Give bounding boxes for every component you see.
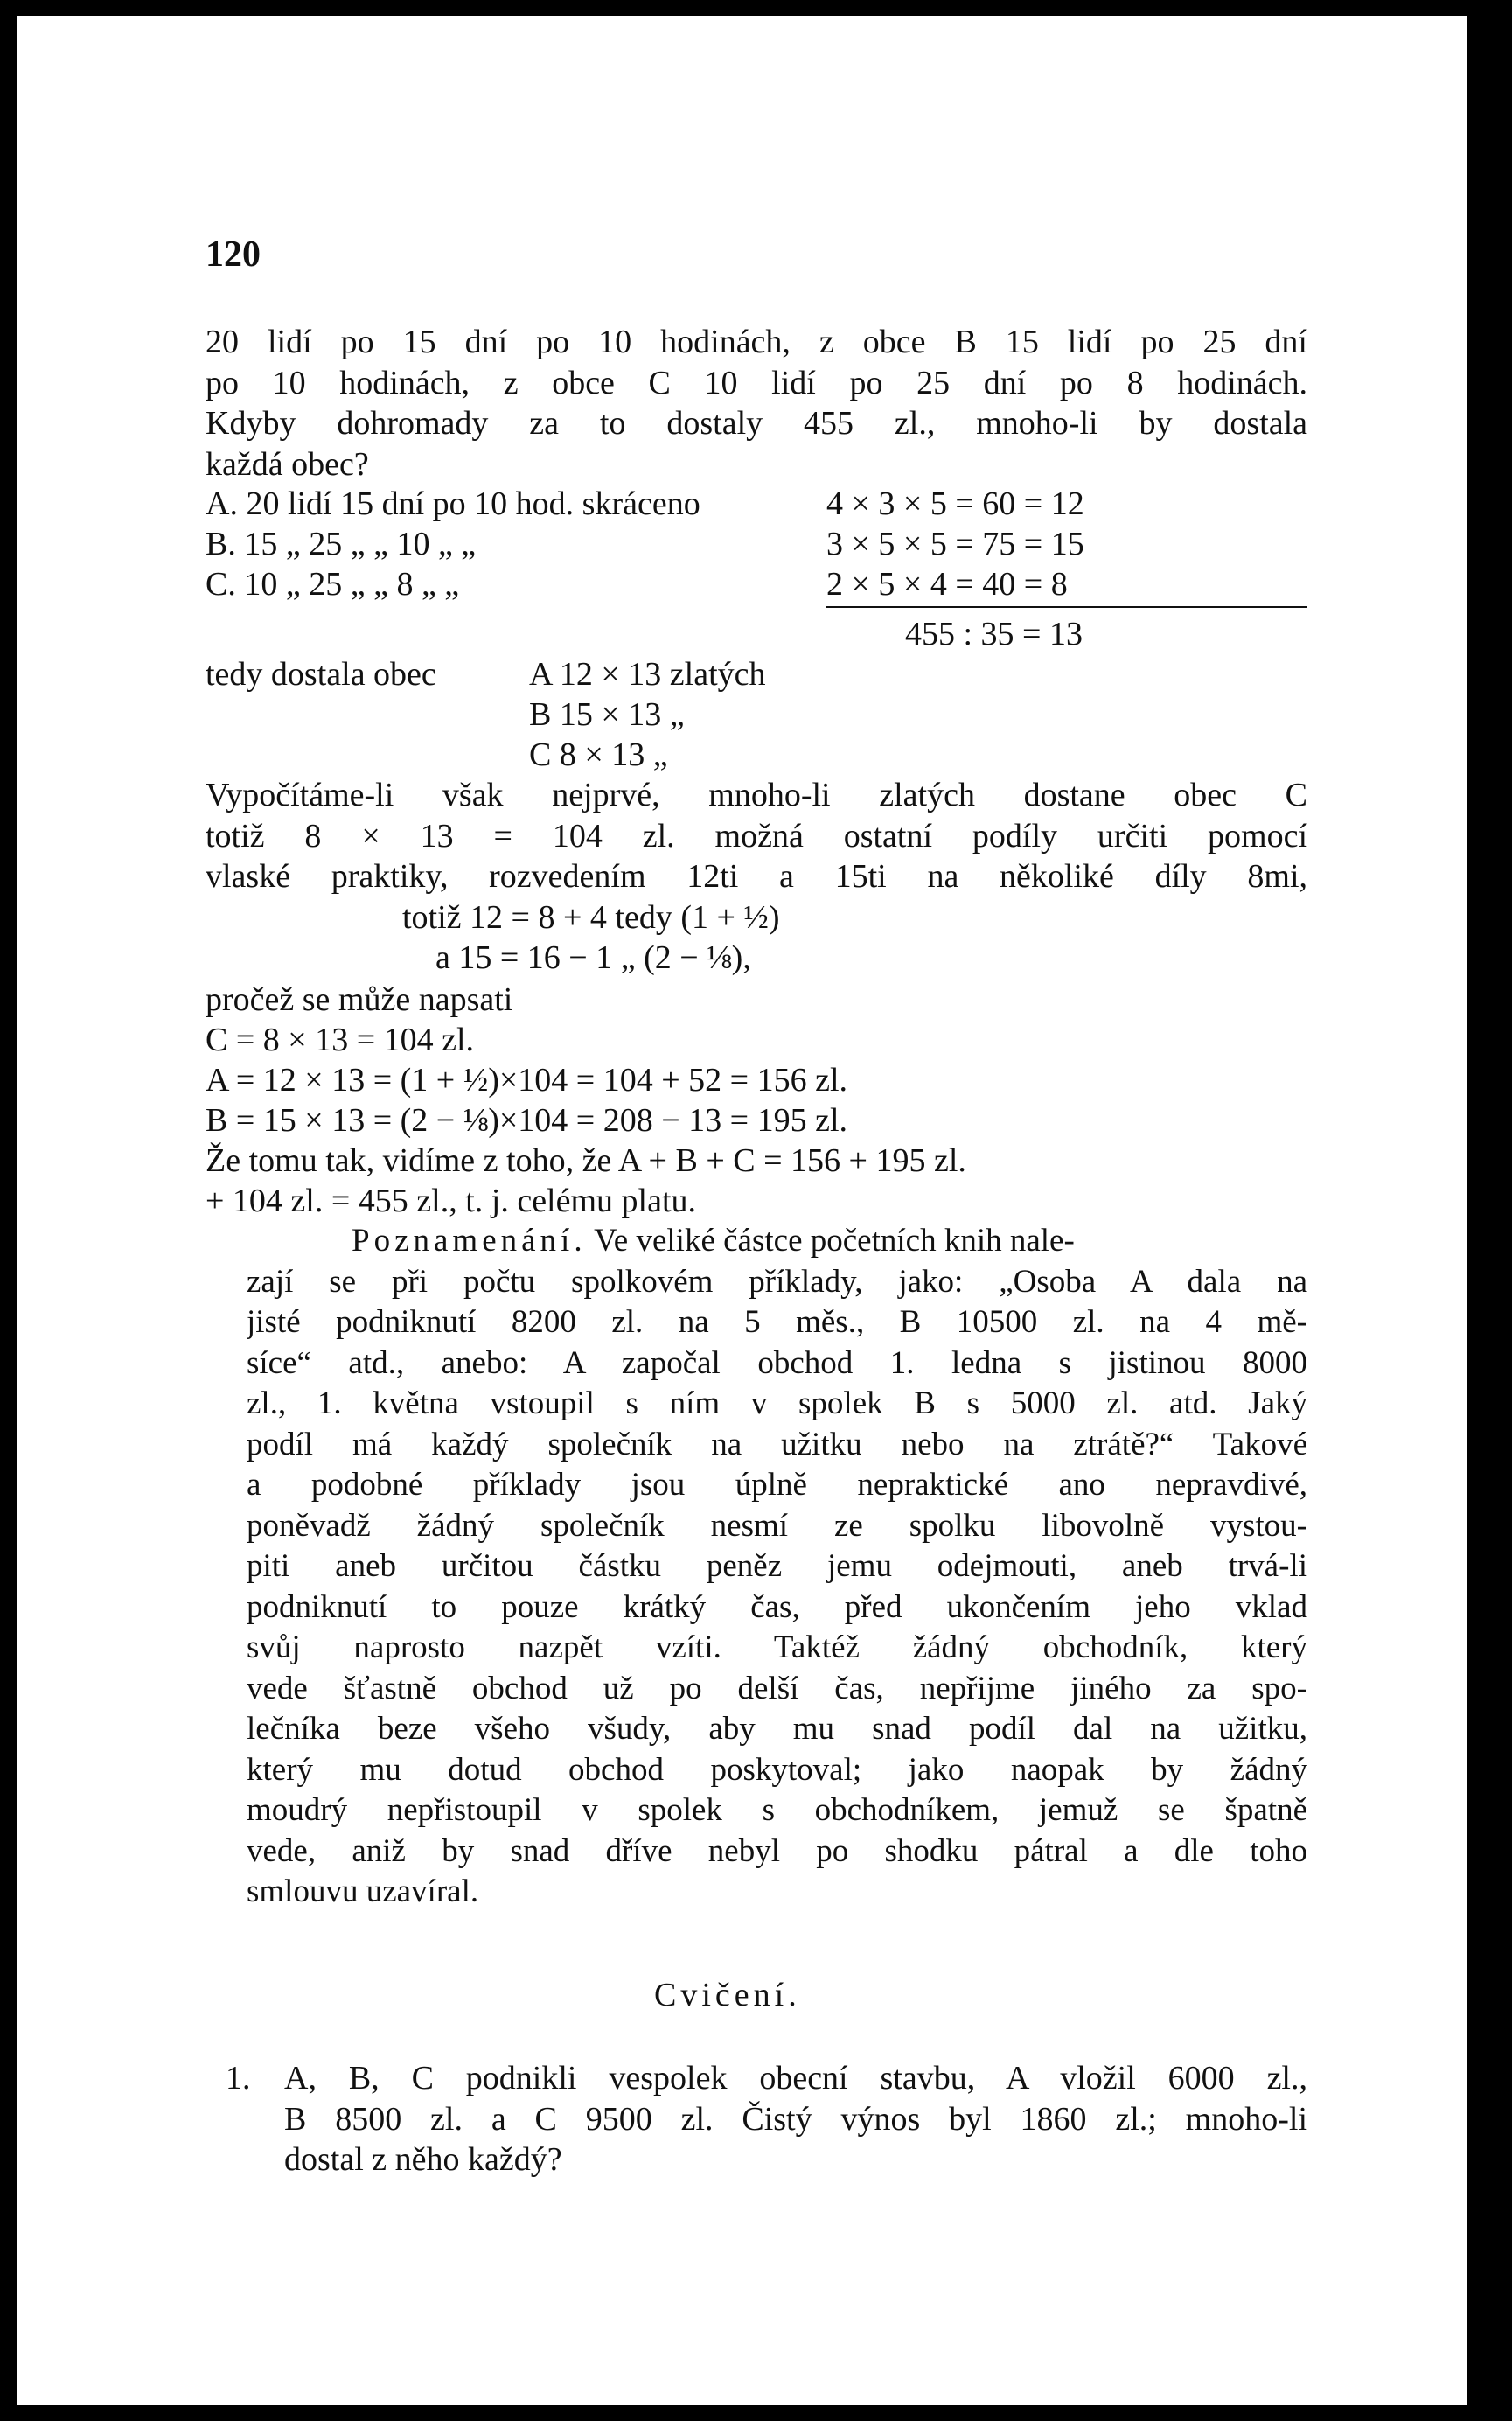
- calc-row-expr: 3 × 5 × 5 = 75 = 15: [826, 526, 1084, 562]
- exercise-number: 1.: [226, 2060, 251, 2097]
- text-line: zl., 1. května vstoupil s ním v spolek B s 5000 zl. atd. Jaký: [247, 1385, 1307, 1421]
- exercise-heading: Cvičení.: [654, 1977, 801, 2013]
- text-line: vede, aniž by snad dříve nebyl po shodku pátral a dle toho: [247, 1832, 1307, 1869]
- text-line: moudrý nepřistoupil v spolek s obchodníkem, jemuž se špatně: [247, 1792, 1307, 1828]
- page-number: 120: [206, 234, 261, 275]
- text-line: vlaské praktiky, rozvedením 12ti a 15ti na několiké díly 8mi,: [206, 858, 1307, 895]
- calc-row-label: A. 20 lidí 15 dní po 10 hod. skráceno: [206, 485, 700, 522]
- result-line: Že tomu tak, vidíme z toho, že A + B + C = 156 + 195 zl.: [206, 1142, 966, 1179]
- text-line: síce“ atd., anebo: A započal obchod 1. ledna s jistinou 8000: [247, 1344, 1307, 1381]
- text-line: Kdyby dohromady za to dostaly 455 zl., mnoho-li by dostala: [206, 405, 1307, 442]
- text-line: B 8500 zl. a C 9500 zl. Čistý výnos byl 1860 zl.; mnoho-li: [284, 2100, 1307, 2138]
- text-line: piti aneb určitou částku peněz jemu odejmouti, aneb trvá-li: [247, 1548, 1307, 1584]
- text-line: totiž 8 × 13 = 104 zl. možná ostatní podíly určiti pomocí: [206, 817, 1307, 855]
- share-row: C 8 × 13 „: [529, 736, 668, 773]
- remark-paragraph: [247, 1221, 1307, 1913]
- result-line: + 104 zl. = 455 zl., t. j. celému platu.: [206, 1183, 697, 1219]
- intro-paragraph: [206, 322, 1307, 485]
- remark-first-line: Ve veliké částce početních knih nale-: [594, 1223, 1075, 1259]
- text-line: po 10 hodinách, z obce C 10 lidí po 25 dní po 8 hodinách.: [206, 364, 1307, 401]
- exercise-text: [284, 2058, 1307, 2180]
- text-line: Vypočítáme-li však nejprvé, mnoho-li zlatých dostane obec C: [206, 777, 1307, 813]
- text-line: a podobné příklady jsou úplně nepraktické ano nepravdivé,: [247, 1467, 1307, 1503]
- text-line: každá obec?: [206, 445, 369, 483]
- text-line: smlouvu uzavíral.: [247, 1873, 479, 1909]
- share-row: A 12 × 13 zlatých: [529, 656, 766, 693]
- calc-row-label: C. 10 „ 25 „ „ 8 „ „: [206, 566, 460, 603]
- middle-paragraph: [206, 775, 1307, 897]
- text-line: který mu dotud obchod poskytoval; jako naopak by žádný: [247, 1751, 1307, 1788]
- text-line: podíl má každý společník na užitku nebo na ztrátě?“ Takové: [247, 1426, 1307, 1462]
- split-line: a 15 = 16 − 1 „ (2 − ⅛),: [435, 939, 751, 976]
- text-line: poněvadž žádný společník nesmí ze spolku libovolně vystou-: [247, 1507, 1307, 1544]
- remark-heading: Poznamenání.: [352, 1223, 587, 1259]
- result-line: B = 15 × 13 = (2 − ⅛)×104 = 208 − 13 = 195 zl.: [206, 1102, 848, 1139]
- result-line: A = 12 × 13 = (1 + ½)×104 = 104 + 52 = 156 zl.: [206, 1062, 848, 1099]
- sum-rule: [826, 606, 1307, 608]
- text-line: lečníka beze všeho všudy, aby mu snad podíl dal na užitku,: [247, 1711, 1307, 1747]
- calc-row-label: B. 15 „ 25 „ „ 10 „ „: [206, 526, 477, 562]
- text-line: podniknutí to pouze krátký čas, před ukončením jeho vklad: [247, 1588, 1307, 1625]
- calc-row-expr: 2 × 5 × 4 = 40 = 8: [826, 566, 1068, 603]
- calc-total: 455 : 35 = 13: [905, 616, 1083, 652]
- text-line: 20 lidí po 15 dní po 10 hodinách, z obce B 15 lidí po 25 dní: [206, 324, 1307, 360]
- text-line: [247, 1221, 1307, 1262]
- text-line: svůj naprosto nazpět vzíti. Taktéž žádný obchodník, který: [247, 1629, 1307, 1665]
- split-line: totiž 12 = 8 + 4 tedy (1 + ½): [402, 899, 780, 936]
- result-line: C = 8 × 13 = 104 zl.: [206, 1022, 475, 1058]
- text-line: dostal z něho každý?: [284, 2141, 562, 2178]
- text-line: zají se při počtu spolkovém příklady, jako: „Osoba A dala na: [247, 1263, 1307, 1300]
- text-line: vede šťastně obchod už po delší čas, nepřijme jiného za spo-: [247, 1670, 1307, 1706]
- text-line: A, B, C podnikli vespolek obecní stavbu, A vložil 6000 zl.,: [284, 2060, 1307, 2097]
- text-line: jisté podniknutí 8200 zl. na 5 měs., B 10500 zl. na 4 mě-: [247, 1304, 1307, 1340]
- result-line: pročež se může napsati: [206, 981, 513, 1018]
- calc-row-expr: 4 × 3 × 5 = 60 = 12: [826, 485, 1084, 522]
- book-page: [17, 16, 1474, 2405]
- share-row: B 15 × 13 „: [529, 696, 685, 733]
- shares-lead: tedy dostala obec: [206, 656, 436, 693]
